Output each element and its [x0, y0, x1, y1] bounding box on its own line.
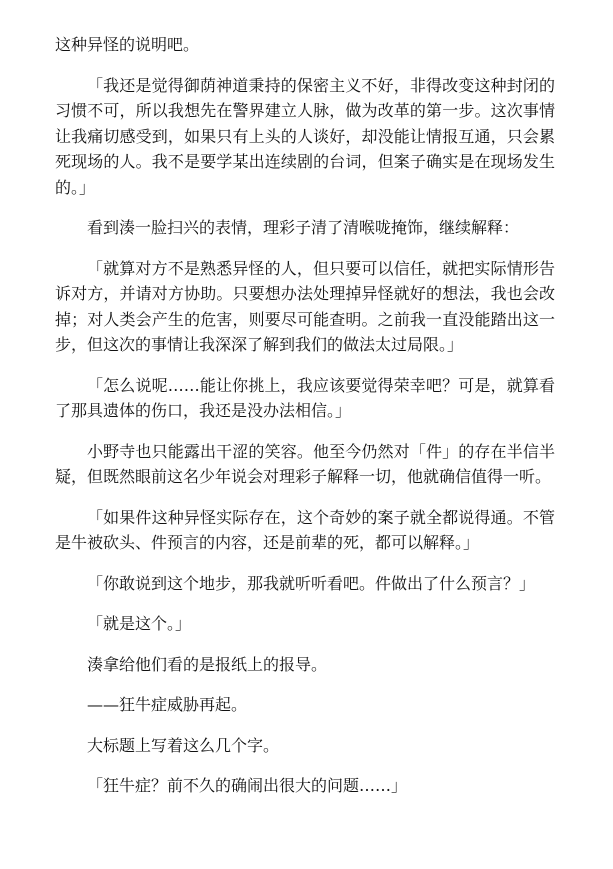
paragraph: 「狂牛症？前不久的确闹出很大的问题……」: [87, 776, 408, 795]
paragraph: 「怎么说呢……能让你挑上，我应该要觉得荣幸吧？可是，就算看了那具遗体的伤口，我还是没办法相信。」: [55, 375, 555, 420]
paragraph: 「如果件这种异怪实际存在，这个奇妙的案子就全都说得通。不管是牛被砍头、件预言的内容，还是前辈的死，都可以解释。」: [55, 507, 555, 552]
paragraph: 小野寺也只能露出干涩的笑容。他至今仍然对「件」的存在半信半疑，但既然眼前这名少年说会对理彩子解释一切，他就确信值得一听。: [55, 441, 555, 486]
paragraph-continuation: 这种异怪的说明吧。: [55, 35, 200, 54]
paragraph: ——狂牛症威胁再起。: [87, 695, 248, 714]
paragraph: 湊拿给他们看的是报纸上的报导。: [87, 654, 328, 674]
paragraph: 「就算对方不是熟悉异怪的人，但只要可以信任，就把实际情形告诉对方，并请对方协助。只要想办法处理掉异怪就好的想法，我也会改掉；对人类会产生的危害，则要尽可能查明。之前我一直没能踏出这一步，但这次的事情让我深深了解到我们的做法太过局限。」: [55, 258, 555, 354]
paragraph: 「你敢说到这个地步，那我就听听看吧。件做出了什么预言？」: [87, 573, 536, 593]
paragraph: 看到湊一脸扫兴的表情，理彩子清了清喉咙掩饰，继续解释：: [87, 218, 520, 237]
paragraph: 「我还是觉得御荫神道秉持的保密主义不好，非得改变这种封闭的习惯不可，所以我想先在警界建立人脉，做为改革的第一步。这次事情让我痛切感受到，如果只有上头的人谈好，却没能让情报互通，只会累死现场的人。我不是要学某出连续剧的台词，但案子确实是在现场发生的。」: [55, 75, 555, 197]
paragraph: 大标题上写着这么几个字。: [87, 735, 280, 755]
paragraph: 「就是这个。」: [87, 614, 192, 633]
document-page: [55, 32, 555, 814]
